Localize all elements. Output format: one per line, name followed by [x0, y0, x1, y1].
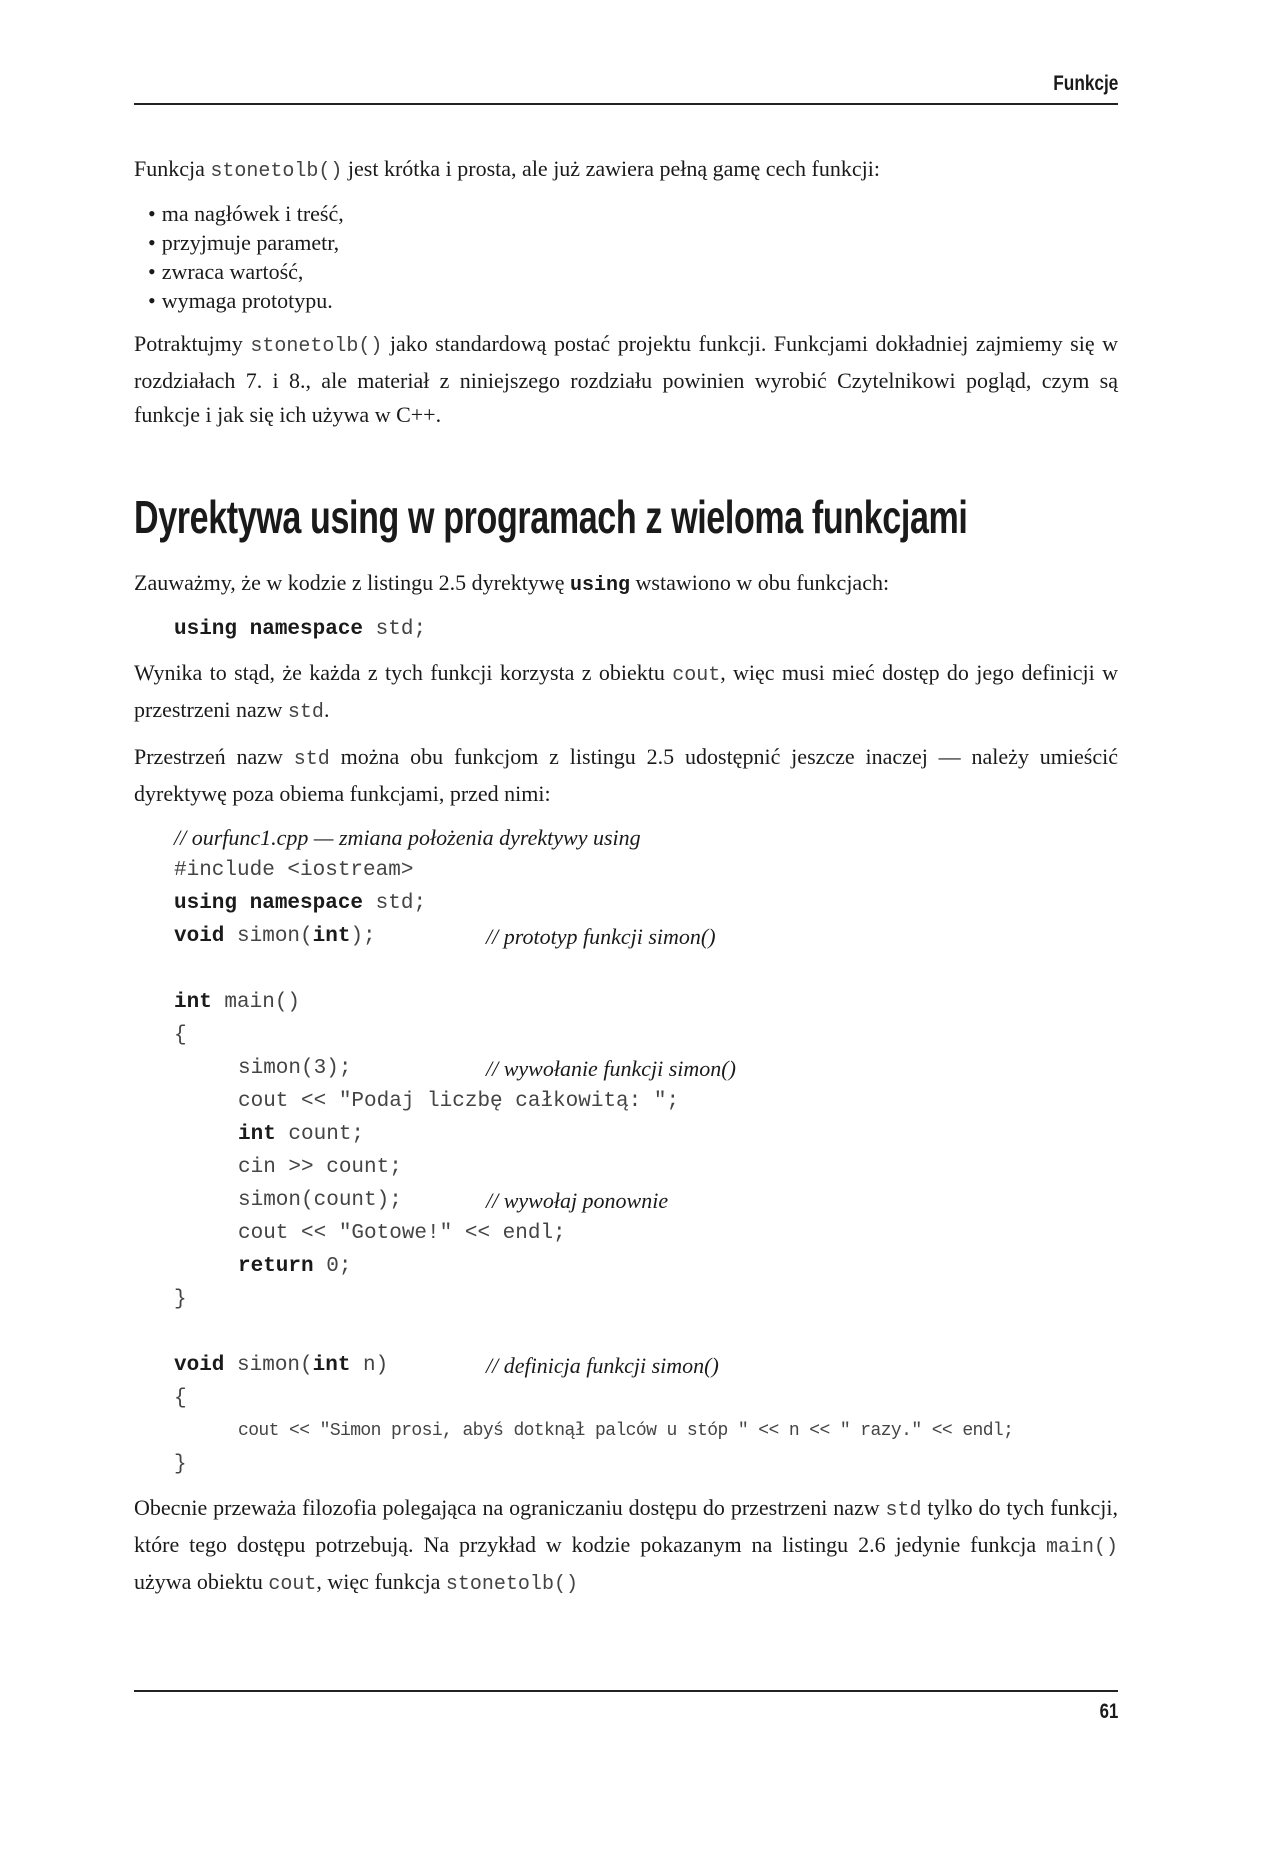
code-line [174, 613, 1118, 646]
code-line [174, 821, 1118, 854]
inline-code: std [885, 1499, 922, 1522]
blank-line [174, 1316, 1118, 1349]
keyword: int [174, 991, 212, 1014]
code-text: simon( [224, 1354, 313, 1377]
text: Przestrzeń nazw [134, 744, 294, 769]
text: można obu funkcjom z listingu 2.5 udostępnić jeszcze inaczej — należy umieścić dyrektywę poza obiema funkcjami, przed nimi: [134, 744, 1118, 806]
code-text: simon(count); [238, 1189, 402, 1212]
code-line [174, 1250, 1118, 1283]
inline-code: std [287, 701, 324, 724]
code-line: { [174, 1024, 187, 1047]
code-line [174, 1118, 1118, 1151]
list-item: • zwraca wartość, [148, 257, 1118, 286]
text: , więc funkcja [316, 1569, 446, 1594]
code-line: #include <iostream> [174, 859, 414, 882]
cout-paragraph [134, 656, 1118, 730]
inline-code: std [293, 748, 330, 771]
footer-rule [134, 1690, 1118, 1692]
keyword: using namespace [174, 892, 364, 915]
text: wstawiono w obu funkcjach: [630, 570, 890, 595]
inline-code: stonetolb() [445, 1573, 578, 1596]
code-line [174, 1349, 1118, 1382]
code-line: } [174, 1288, 187, 1311]
text: Zauważmy, że w kodzie z listingu 2.5 dyrektywę [134, 570, 570, 595]
blank-line [174, 953, 1118, 986]
closing-paragraph [134, 1491, 1118, 1602]
inline-code: cout [672, 664, 721, 687]
code-text: 0; [313, 1255, 352, 1278]
code-text: simon( [224, 925, 313, 948]
code-text: n) [350, 1354, 389, 1377]
page-content [134, 152, 1118, 1612]
text: Wynika to stąd, że każda z tych funkcji korzysta z obiektu [134, 660, 673, 685]
keyword: int [238, 1123, 276, 1146]
page-number: 61 [1099, 1700, 1118, 1723]
list-item: • wymaga prototypu. [148, 286, 1118, 315]
code-line [174, 1184, 1118, 1217]
code-line [174, 887, 1118, 920]
running-header: Funkcje [1052, 72, 1118, 95]
text: jako standardową postać projektu funkcji. Funkcjami dokładniej zajmiemy się w rozdziałach 7. i 8., ale materiał z niniejszego rozdziału powinien wyrobić Czytelnikowi pogląd, czym są funkcje i jak się ich używa w C++. [134, 331, 1119, 427]
section-heading: Dyrektywa using w programach z wieloma funkcjami [134, 491, 968, 543]
code-text: main() [211, 991, 301, 1014]
text: tylko do tych funkcji, które tego dostępu potrzebują. Na przykład w kodzie pokazanym na listingu 2.6 jedynie funkcja [134, 1495, 1119, 1557]
code-text: ); [350, 925, 376, 948]
keyword: using namespace [174, 618, 364, 641]
code-line: } [174, 1453, 187, 1476]
header-rule [134, 103, 1118, 105]
keyword: void [174, 925, 225, 948]
inline-code: using [570, 574, 631, 597]
keyword: return [238, 1255, 314, 1278]
text: Funkcja [134, 156, 211, 181]
code-text: count; [275, 1123, 365, 1146]
list-item: • ma nagłówek i treść, [148, 199, 1118, 228]
keyword: int [312, 1354, 351, 1377]
text: Obecnie przeważa filozofia polegająca na ograniczaniu dostępu do przestrzeni nazw [134, 1495, 886, 1520]
code-listing [174, 821, 1118, 1481]
text: , więc musi mieć dostęp do jego definicji w przestrzeni nazw [134, 660, 1119, 722]
code-text: std; [363, 892, 427, 915]
inline-code: stonetolb() [250, 335, 383, 358]
text: Potraktujmy [134, 331, 251, 356]
inline-code: main() [1045, 1536, 1118, 1559]
text: używa obiektu [134, 1569, 269, 1594]
code-line [174, 986, 1118, 1019]
code-line [174, 1052, 1118, 1085]
text: . [323, 697, 330, 722]
intro-paragraph [134, 152, 1118, 189]
code-line: cin >> count; [238, 1156, 402, 1179]
code-line [174, 920, 1118, 953]
keyword: void [174, 1354, 225, 1377]
code-comment: // wywołanie funkcji simon() [486, 1056, 736, 1081]
namespace-paragraph [134, 740, 1118, 811]
code-text: simon(3); [238, 1057, 352, 1080]
code-comment: // ourfunc1.cpp — zmiana położenia dyrektywy using [174, 825, 641, 850]
using-paragraph [134, 566, 1118, 603]
code-comment: // prototyp funkcji simon() [486, 924, 716, 949]
code-line: { [174, 1387, 187, 1410]
feature-list [148, 199, 1118, 315]
code-comment: // definicja funkcji simon() [486, 1353, 719, 1378]
code-line: cout << "Podaj liczbę całkowitą: "; [238, 1090, 680, 1113]
keyword: int [312, 925, 351, 948]
code-text: std; [363, 618, 427, 641]
standard-form-paragraph [134, 327, 1118, 432]
using-snippet [174, 613, 1118, 646]
code-line: cout << "Gotowe!" << endl; [238, 1222, 566, 1245]
code-comment: // wywołaj ponownie [486, 1188, 669, 1213]
inline-code: cout [268, 1573, 317, 1596]
list-item: • przyjmuje parametr, [148, 228, 1118, 257]
text: jest krótka i prosta, ale już zawiera pełną gamę cech funkcji: [342, 156, 880, 181]
inline-code: stonetolb() [210, 160, 343, 183]
code-line: cout << "Simon prosi, abyś dotknął palców u stóp " << n << " razy." << endl; [238, 1421, 1014, 1441]
